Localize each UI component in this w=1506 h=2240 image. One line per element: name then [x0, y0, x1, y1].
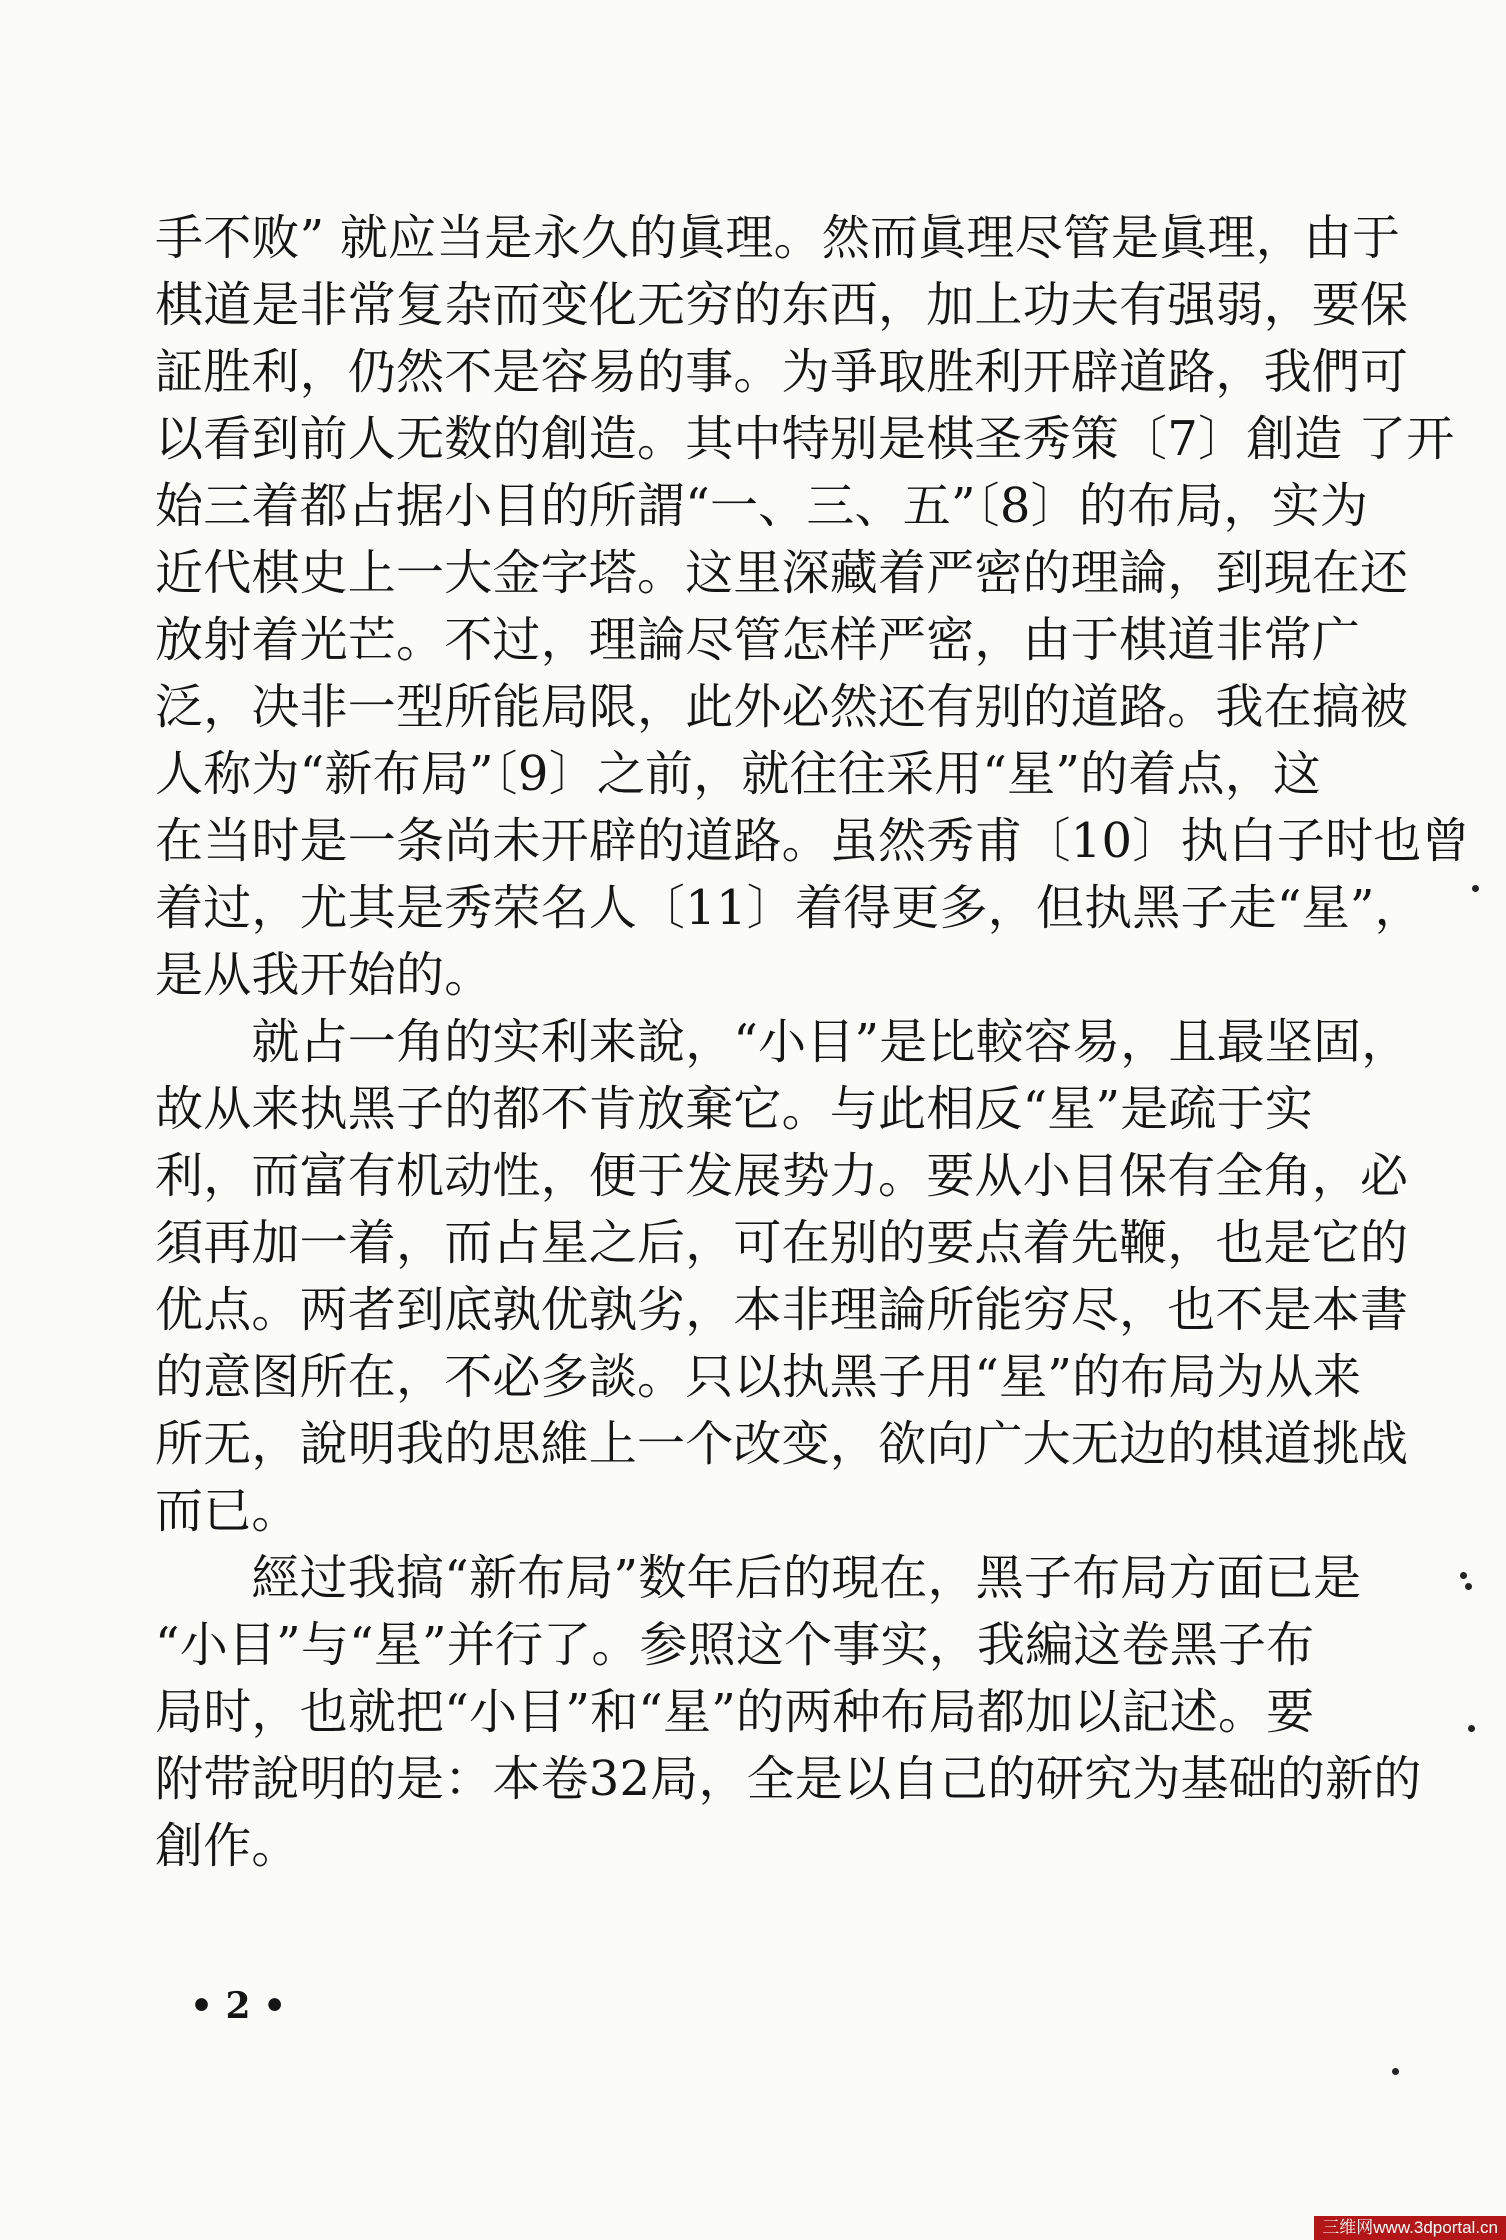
text-line: 棋道是非常复杂而变化无穷的东西，加上功夫有强弱，要保: [155, 277, 1409, 333]
text-line: 的意图所在，不必多談。只以执黑子用“星”的布局为从来: [155, 1349, 1362, 1405]
text-line: 近代棋史上一大金字塔。这里深藏着严密的理論，到現在还: [155, 545, 1409, 601]
text-line: 証胜利，仍然不是容易的事。为爭取胜利开辟道路，我們可: [155, 344, 1409, 400]
page-number: • 2 •: [190, 1985, 287, 2027]
text-line: 所无，說明我的思維上一个改变，欲向广大无边的棋道挑战: [155, 1416, 1409, 1472]
text-line: 是从我开始的。: [155, 947, 493, 1003]
text-line: 局时，也就把“小目”和“星”的两种布局都加以記述。要: [155, 1684, 1315, 1740]
text-line: 須再加一着，而占星之后，可在别的要点着先鞭，也是它的: [155, 1215, 1409, 1271]
scan-speck: [1392, 2068, 1399, 2075]
site-watermark: 三维网www.3dportal.cn: [1314, 2216, 1506, 2240]
text-line: 在当时是一条尚未开辟的道路。虽然秀甫〔10〕执白子时也曾: [155, 813, 1470, 869]
text-line: 利，而富有机动性，便于发展势力。要从小目保有全角，必: [155, 1148, 1409, 1204]
text-line: 經过我搞“新布局”数年后的現在，黑子布局方面已是: [155, 1550, 1362, 1606]
text-line: 手不败” 就应当是永久的眞理。然而眞理尽管是眞理，由于: [155, 210, 1401, 266]
scan-speck: [1468, 1725, 1475, 1732]
text-line: 故从来执黑子的都不肯放棄它。与此相反“星”是疏于实: [155, 1081, 1314, 1137]
scan-speck: [1460, 1572, 1467, 1579]
text-line: 而已。: [155, 1483, 300, 1539]
text-line: 就占一角的实利来說，“小目”是比較容易，且最坚固，: [155, 1014, 1410, 1070]
scan-speck: [1465, 1583, 1472, 1590]
text-line: 泛，决非一型所能局限，此外必然还有别的道路。我在搞被: [155, 679, 1409, 735]
text-line: 放射着光芒。不过，理論尽管怎样严密，由于棋道非常广: [155, 612, 1361, 668]
text-line: 附带說明的是：本卷32局，全是以自己的研究为基础的新的: [155, 1751, 1422, 1807]
text-line: 以看到前人无数的創造。其中特别是棋圣秀策〔7〕創造 了开: [155, 411, 1455, 467]
text-line: “小目”与“星”并行了。参照这个事实，我編这卷黑子布: [155, 1617, 1315, 1673]
text-line: 优点。两者到底孰优孰劣，本非理論所能穷尽，也不是本書: [155, 1282, 1409, 1338]
scan-speck: [1472, 885, 1479, 892]
text-line: 創作。: [155, 1818, 300, 1874]
text-line: 着过，尤其是秀荣名人〔11〕着得更多，但执黑子走“星”，: [155, 880, 1423, 936]
text-line: 人称为“新布局”〔9〕之前，就往往采用“星”的着点，这: [155, 746, 1322, 802]
text-line: 始三着都占据小目的所謂“一、三、五”〔8〕的布局，实为: [155, 478, 1369, 534]
body-text: [155, 205, 1470, 1880]
